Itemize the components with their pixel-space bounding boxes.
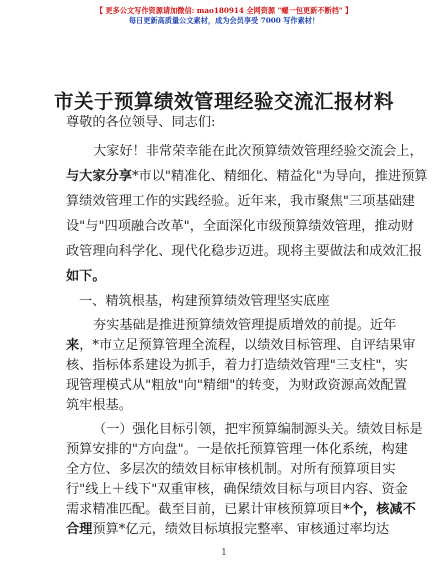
bold-phrase: 与大家分享 bbox=[66, 169, 132, 184]
banner-line-2: 每日更新高质量公文素材，成为会员享受 7000 写作素材！ bbox=[128, 16, 320, 25]
para3-line-3: 全方位、多层次的绩效目标审核机制。对所有预算项目实 bbox=[66, 462, 396, 477]
section-heading-1: 一、精筑根基，构建预算绩效管理坚实底座 bbox=[79, 294, 330, 309]
para3-line-2: 预算安排的"方向盘"。一是依托预算管理一体化系统，构建 bbox=[66, 442, 408, 457]
para3-line-1: （一）强化目标引领，把牢预算编制源头关。绩效目标是 bbox=[93, 422, 423, 437]
greeting: 尊敬的各位领导、同志们: bbox=[66, 115, 216, 130]
para2-line-3: 核、指标体系建设为抓手，着力打造绩效管理"三支柱"，实 bbox=[66, 358, 408, 373]
para2-line-2-text: ，*市立足预算管理全流程，以绩效目标管理、自评结果审 bbox=[79, 338, 416, 353]
para2-line-5: 筑牢根基。 bbox=[66, 398, 132, 413]
para1-line-3: 算绩效管理工作的实践经验。近年来，我市聚焦"三项基础建 bbox=[66, 194, 415, 209]
document-title: 市关于预算绩效管理经验交流汇报材料 bbox=[53, 90, 394, 113]
para2-line-2 bbox=[66, 336, 416, 356]
para1-line-2 bbox=[66, 164, 428, 190]
para3-line-5: 需求精准匹配。截至目前，已累计审核预算项目*个，核减不 bbox=[66, 502, 416, 517]
para1-line-4: 设"与"四项融合改革"，全面深化市级预算绩效管理，推动财 bbox=[66, 219, 414, 234]
para1-line-2-text: *市以"精准化、精细化、精益化"为导向，推进预算 bbox=[131, 169, 428, 184]
promo-banner bbox=[0, 6, 448, 26]
para1-line-6: 如下。 bbox=[66, 269, 106, 284]
para3-line-4: 行"线上＋线下"双重审核，确保绩效目标与项目内容、资金 bbox=[66, 482, 408, 497]
page-number: 1 bbox=[221, 548, 227, 558]
para2-line-4: 现管理模式从"粗放"向"精细"的转变，为财政资源高效配置 bbox=[66, 378, 407, 393]
para1-line-1: 大家好！非常荣幸能在此次预算绩效管理经验交流会上， bbox=[93, 144, 423, 159]
para3-line-6: 合理预算*亿元，绩效目标填报完整率、审核通过率均达 bbox=[66, 522, 390, 537]
bold-char: 来 bbox=[66, 338, 80, 353]
banner-line-1: 【 更多公文写作资源请加微信: mao180914 全网资源 "螺一包更新不断档" 】 bbox=[95, 6, 353, 15]
para2-line-1: 夯实基础是推进预算绩效管理提质增效的前提。近年 bbox=[93, 318, 397, 333]
para1-line-5: 政管理向科学化、现代化稳步迈进。现将主要做法和成效汇报 bbox=[66, 244, 423, 259]
